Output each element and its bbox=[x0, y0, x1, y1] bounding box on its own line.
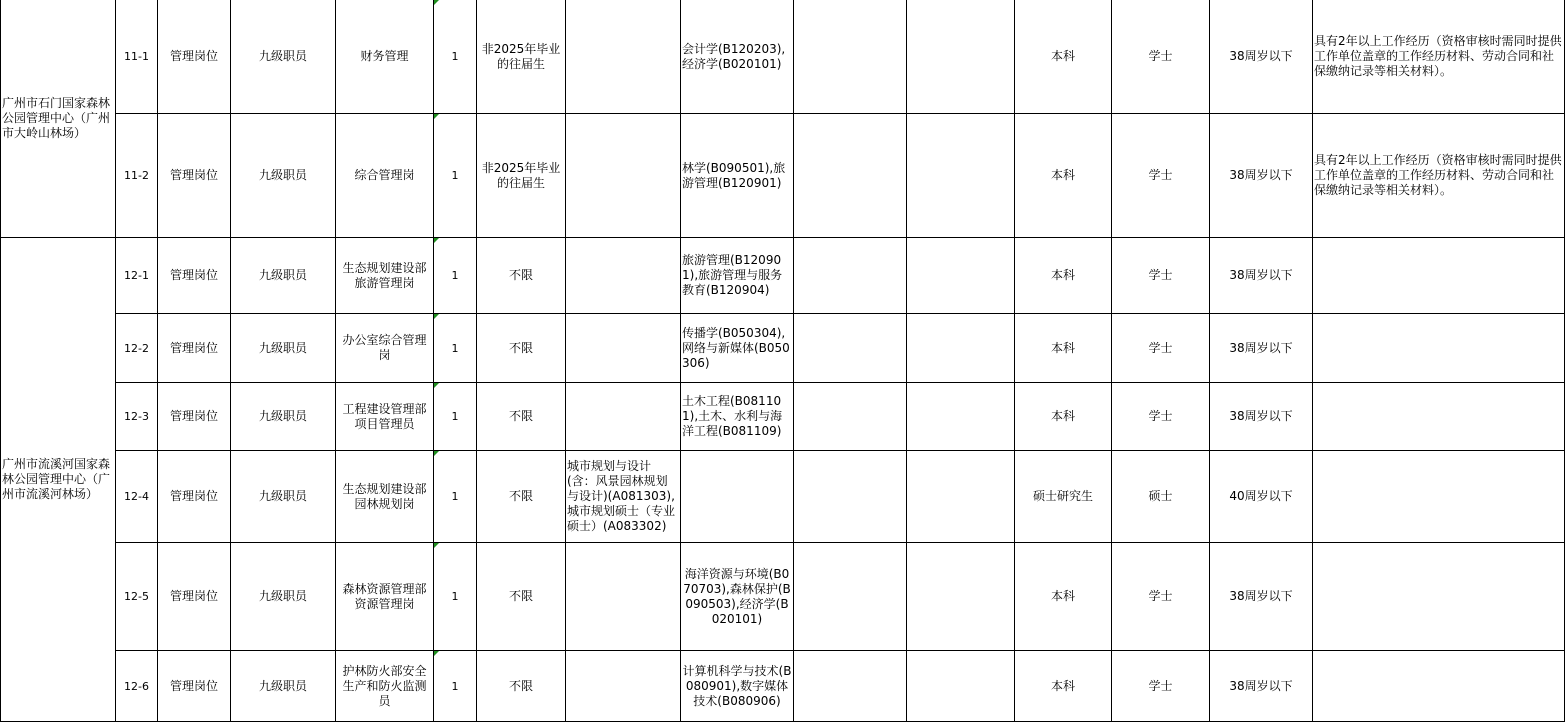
major-graduate bbox=[566, 0, 681, 114]
education: 本科 bbox=[1015, 383, 1112, 451]
table-row bbox=[1, 451, 1565, 543]
post-level: 九级职员 bbox=[231, 238, 336, 314]
major-undergraduate: 海洋资源与环境(B070703),森林保护(B090503),经济学(B020101) bbox=[681, 543, 794, 651]
post-code: 12-6 bbox=[116, 651, 158, 722]
empty-cell bbox=[907, 238, 1015, 314]
major-graduate bbox=[566, 383, 681, 451]
other-requirements bbox=[1313, 451, 1565, 543]
post-count: 1 bbox=[434, 543, 477, 651]
empty-cell bbox=[794, 383, 907, 451]
post-count: 1 bbox=[434, 314, 477, 383]
degree: 学士 bbox=[1112, 114, 1210, 238]
empty-cell bbox=[907, 543, 1015, 651]
table-row bbox=[1, 651, 1565, 722]
education: 本科 bbox=[1015, 238, 1112, 314]
major-undergraduate: 会计学(B120203),经济学(B020101) bbox=[681, 0, 794, 114]
empty-cell bbox=[907, 314, 1015, 383]
post-name: 工程建设管理部项目管理员 bbox=[336, 383, 434, 451]
post-code: 11-2 bbox=[116, 114, 158, 238]
other-requirements: 具有2年以上工作经历（资格审核时需同时提供工作单位盖章的工作经历材料、劳动合同和社保缴纳记录等相关材料）。 bbox=[1313, 114, 1565, 238]
major-undergraduate: 传播学(B050304),网络与新媒体(B050306) bbox=[681, 314, 794, 383]
education: 本科 bbox=[1015, 314, 1112, 383]
empty-cell bbox=[907, 114, 1015, 238]
table-row bbox=[1, 238, 1565, 314]
post-level: 九级职员 bbox=[231, 451, 336, 543]
post-count: 1 bbox=[434, 238, 477, 314]
major-undergraduate: 计算机科学与技术(B080901),数字媒体技术(B080906) bbox=[681, 651, 794, 722]
post-name: 护林防火部安全生产和防火监测员 bbox=[336, 651, 434, 722]
education: 本科 bbox=[1015, 0, 1112, 114]
degree: 学士 bbox=[1112, 651, 1210, 722]
empty-cell bbox=[794, 238, 907, 314]
empty-cell bbox=[907, 383, 1015, 451]
post-count: 1 bbox=[434, 383, 477, 451]
degree: 学士 bbox=[1112, 543, 1210, 651]
other-requirements bbox=[1313, 543, 1565, 651]
target-group: 非2025年毕业的往届生 bbox=[477, 0, 566, 114]
empty-cell bbox=[794, 651, 907, 722]
major-graduate bbox=[566, 114, 681, 238]
post-level: 九级职员 bbox=[231, 543, 336, 651]
empty-cell bbox=[794, 543, 907, 651]
education: 本科 bbox=[1015, 114, 1112, 238]
empty-cell bbox=[794, 314, 907, 383]
post-count: 1 bbox=[434, 651, 477, 722]
other-requirements bbox=[1313, 314, 1565, 383]
post-code: 11-1 bbox=[116, 0, 158, 114]
post-name: 办公室综合管理岗 bbox=[336, 314, 434, 383]
target-group: 不限 bbox=[477, 238, 566, 314]
post-count: 1 bbox=[434, 0, 477, 114]
post-code: 12-3 bbox=[116, 383, 158, 451]
target-group: 不限 bbox=[477, 314, 566, 383]
post-type: 管理岗位 bbox=[158, 651, 231, 722]
degree: 学士 bbox=[1112, 0, 1210, 114]
education: 本科 bbox=[1015, 543, 1112, 651]
table-row bbox=[1, 114, 1565, 238]
post-type: 管理岗位 bbox=[158, 314, 231, 383]
table-row bbox=[1, 0, 1565, 114]
post-code: 12-1 bbox=[116, 238, 158, 314]
other-requirements bbox=[1313, 383, 1565, 451]
target-group: 不限 bbox=[477, 651, 566, 722]
major-undergraduate: 林学(B090501),旅游管理(B120901) bbox=[681, 114, 794, 238]
target-group: 不限 bbox=[477, 543, 566, 651]
post-name: 森林资源管理部资源管理岗 bbox=[336, 543, 434, 651]
major-graduate bbox=[566, 314, 681, 383]
empty-cell bbox=[907, 651, 1015, 722]
target-group: 不限 bbox=[477, 383, 566, 451]
age-limit: 38周岁以下 bbox=[1210, 0, 1313, 114]
post-type: 管理岗位 bbox=[158, 451, 231, 543]
post-name: 生态规划建设部园林规划岗 bbox=[336, 451, 434, 543]
post-name: 财务管理 bbox=[336, 0, 434, 114]
education: 本科 bbox=[1015, 651, 1112, 722]
major-undergraduate: 土木工程(B081101),土木、水利与海洋工程(B081109) bbox=[681, 383, 794, 451]
empty-cell bbox=[907, 0, 1015, 114]
table-row bbox=[1, 314, 1565, 383]
post-count: 1 bbox=[434, 451, 477, 543]
major-undergraduate: 旅游管理(B120901),旅游管理与服务教育(B120904) bbox=[681, 238, 794, 314]
major-graduate: 城市规划与设计(含：风景园林规划与设计)(A081303),城市规划硕士（专业硕士）(A083302) bbox=[566, 451, 681, 543]
target-group: 不限 bbox=[477, 451, 566, 543]
post-count: 1 bbox=[434, 114, 477, 238]
post-code: 12-4 bbox=[116, 451, 158, 543]
major-undergraduate bbox=[681, 451, 794, 543]
major-graduate bbox=[566, 238, 681, 314]
post-level: 九级职员 bbox=[231, 383, 336, 451]
education: 硕士研究生 bbox=[1015, 451, 1112, 543]
degree: 硕士 bbox=[1112, 451, 1210, 543]
age-limit: 40周岁以下 bbox=[1210, 451, 1313, 543]
empty-cell bbox=[794, 0, 907, 114]
degree: 学士 bbox=[1112, 383, 1210, 451]
age-limit: 38周岁以下 bbox=[1210, 543, 1313, 651]
post-level: 九级职员 bbox=[231, 114, 336, 238]
unit-cell: 广州市流溪河国家森林公园管理中心（广州市流溪河林场） bbox=[1, 238, 116, 722]
post-name: 生态规划建设部旅游管理岗 bbox=[336, 238, 434, 314]
table-row bbox=[1, 543, 1565, 651]
post-type: 管理岗位 bbox=[158, 383, 231, 451]
other-requirements bbox=[1313, 238, 1565, 314]
degree: 学士 bbox=[1112, 314, 1210, 383]
post-name: 综合管理岗 bbox=[336, 114, 434, 238]
post-type: 管理岗位 bbox=[158, 114, 231, 238]
unit-cell: 广州市石门国家森林公园管理中心（广州市大岭山林场） bbox=[1, 0, 116, 238]
post-type: 管理岗位 bbox=[158, 0, 231, 114]
empty-cell bbox=[794, 451, 907, 543]
age-limit: 38周岁以下 bbox=[1210, 114, 1313, 238]
target-group: 非2025年毕业的往届生 bbox=[477, 114, 566, 238]
age-limit: 38周岁以下 bbox=[1210, 314, 1313, 383]
post-code: 12-2 bbox=[116, 314, 158, 383]
empty-cell bbox=[794, 114, 907, 238]
age-limit: 38周岁以下 bbox=[1210, 238, 1313, 314]
age-limit: 38周岁以下 bbox=[1210, 383, 1313, 451]
post-code: 12-5 bbox=[116, 543, 158, 651]
age-limit: 38周岁以下 bbox=[1210, 651, 1313, 722]
post-type: 管理岗位 bbox=[158, 543, 231, 651]
post-level: 九级职员 bbox=[231, 0, 336, 114]
post-type: 管理岗位 bbox=[158, 238, 231, 314]
major-graduate bbox=[566, 543, 681, 651]
major-graduate bbox=[566, 651, 681, 722]
empty-cell bbox=[907, 451, 1015, 543]
other-requirements: 具有2年以上工作经历（资格审核时需同时提供工作单位盖章的工作经历材料、劳动合同和社保缴纳记录等相关材料）。 bbox=[1313, 0, 1565, 114]
post-level: 九级职员 bbox=[231, 651, 336, 722]
post-level: 九级职员 bbox=[231, 314, 336, 383]
table-row bbox=[1, 383, 1565, 451]
degree: 学士 bbox=[1112, 238, 1210, 314]
other-requirements bbox=[1313, 651, 1565, 722]
